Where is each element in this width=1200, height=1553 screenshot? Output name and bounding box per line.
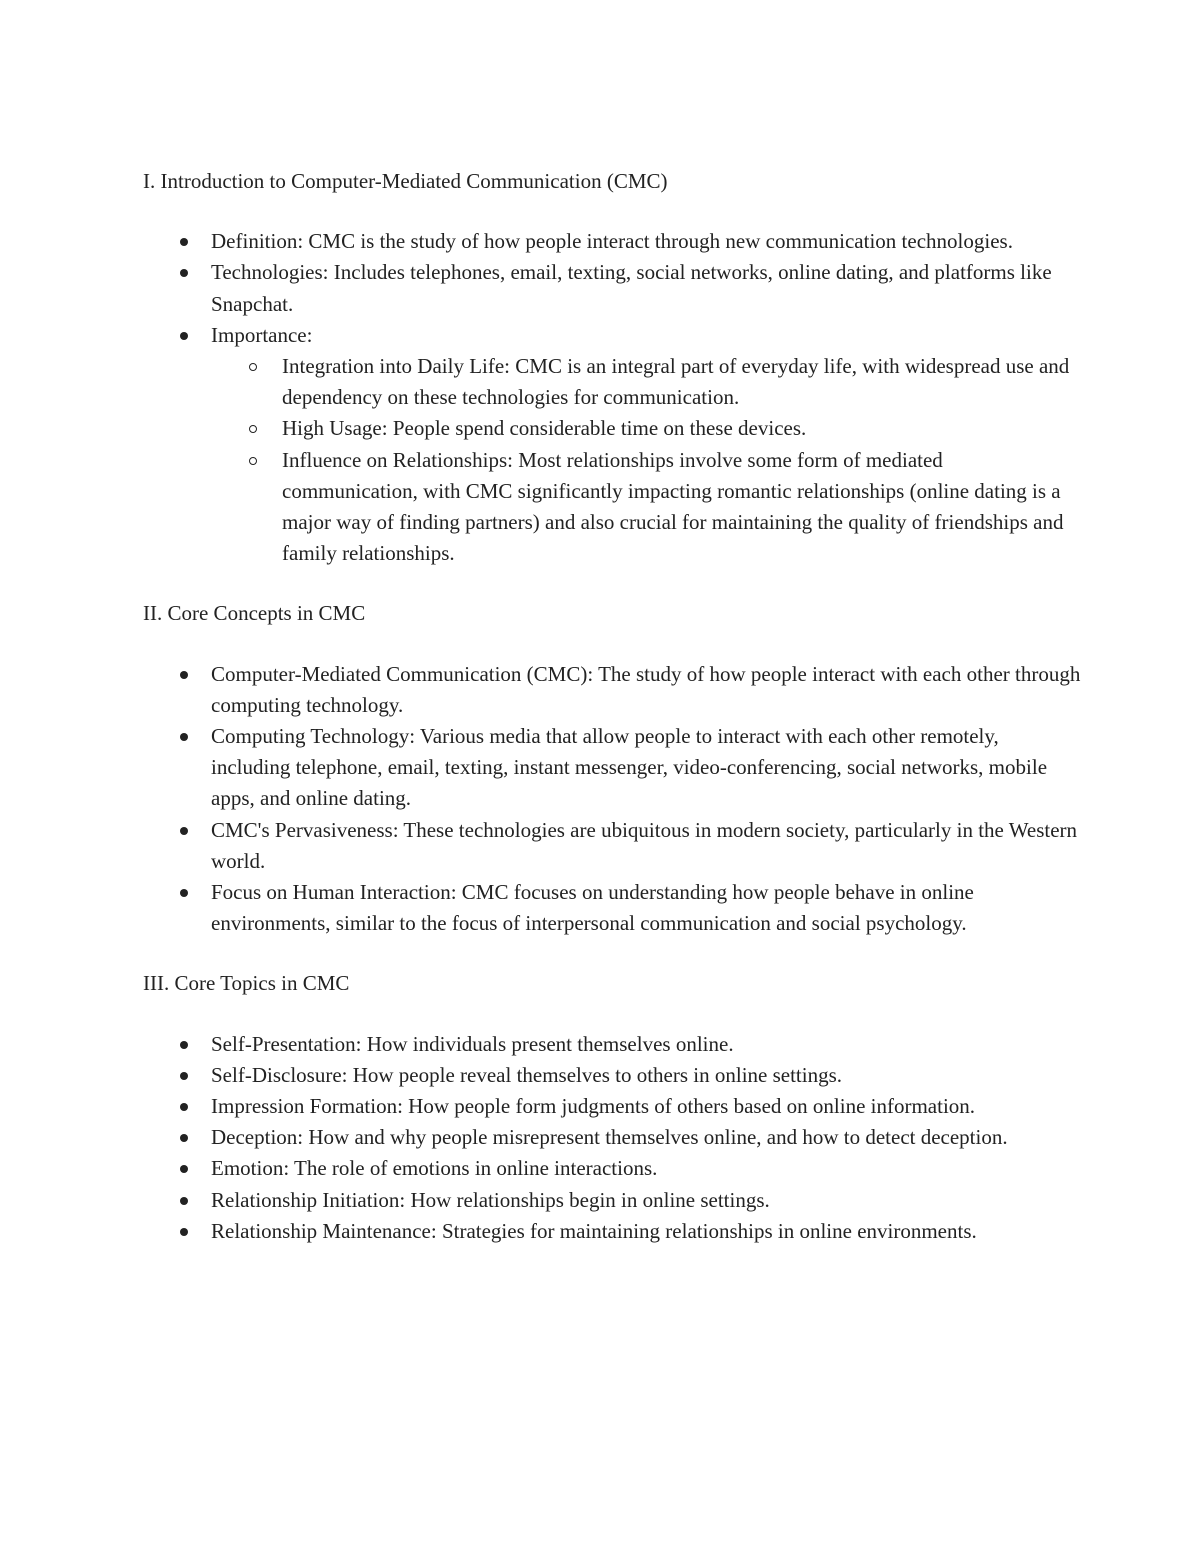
list-item-text: Self-Disclosure: How people reveal themselves to others in online settings.: [211, 1062, 843, 1087]
filled-bullet-icon: [180, 332, 188, 340]
list-item: [143, 1122, 1083, 1153]
sub-list-item-text: Integration into Daily Life: CMC is an integral part of everyday life, with widespread use and dependency on these technologies for communication.: [282, 354, 1070, 410]
list-item: [143, 815, 1083, 877]
list-item-text: Technologies: Includes telephones, email, texting, social networks, online dating, and platforms like Snapchat.: [211, 260, 1052, 316]
list-item-text: Focus on Human Interaction: CMC focuses on understanding how people behave in online environments, similar to the focus of interpersonal communication and social psychology.: [211, 880, 974, 936]
list-item: [143, 1153, 1083, 1184]
filled-bullet-icon: [180, 733, 188, 741]
list-item: [143, 1091, 1083, 1122]
core-concepts-bullet-list: [143, 659, 1083, 940]
core-topics-bullet-list: [143, 1029, 1083, 1247]
list-item-text: Computer-Mediated Communication (CMC): The study of how people interact with each other through computing technology.: [211, 661, 1081, 717]
section-spacer: [143, 569, 1083, 598]
filled-bullet-icon: [180, 238, 188, 246]
section-spacer: [143, 939, 1083, 968]
filled-bullet-icon: [180, 1165, 188, 1173]
section-heading-intro: I. Introduction to Computer-Mediated Communication (CMC): [143, 169, 668, 193]
hollow-bullet-icon: [249, 457, 257, 465]
list-item-text: Relationship Initiation: How relationships begin in online settings.: [211, 1187, 770, 1212]
filled-bullet-icon: [180, 1103, 188, 1111]
filled-bullet-icon: [180, 1134, 188, 1142]
list-item-text: Computing Technology: Various media that allow people to interact with each other remotely, including telephone, email, texting, instant messenger, video-conferencing, social networks, mobile apps, and online dating.: [211, 724, 1048, 811]
list-item: [143, 1060, 1083, 1091]
filled-bullet-icon: [180, 889, 188, 897]
filled-bullet-icon: [180, 1197, 188, 1205]
filled-bullet-icon: [180, 827, 188, 835]
sub-list-item: [211, 445, 1083, 570]
filled-bullet-icon: [180, 1228, 188, 1236]
list-item-text: Relationship Maintenance: Strategies for maintaining relationships in online environments.: [211, 1218, 977, 1243]
filled-bullet-icon: [180, 269, 188, 277]
list-item: [143, 1216, 1083, 1247]
sub-list-item-text: Influence on Relationships: Most relationships involve some form of mediated communication, with CMC significantly impacting romantic relationships (online dating is a major way of finding partners) and also crucial for maintaining the quality of friendships and family relationships.: [282, 447, 1064, 566]
sub-list-item-text: High Usage: People spend considerable time on these devices.: [282, 416, 807, 441]
list-item: [143, 257, 1083, 319]
list-item-text: Deception: How and why people misrepresent themselves online, and how to detect deception.: [211, 1125, 1008, 1150]
list-item-text: Impression Formation: How people form judgments of others based on online information.: [211, 1094, 976, 1119]
filled-bullet-icon: [180, 1072, 188, 1080]
hollow-bullet-icon: [249, 363, 257, 371]
document-page: [143, 166, 1083, 1247]
section-heading-core-concepts: II. Core Concepts in CMC: [143, 601, 366, 626]
list-item: [143, 1029, 1083, 1060]
list-item-text: Self-Presentation: How individuals present themselves online.: [211, 1031, 734, 1056]
list-item-text: CMC's Pervasiveness: These technologies are ubiquitous in modern society, particularly in the Western world.: [211, 817, 1078, 873]
filled-bullet-icon: [180, 671, 188, 679]
sub-list-item: [211, 351, 1083, 413]
list-item: [143, 659, 1083, 721]
list-item: [143, 1185, 1083, 1216]
list-item: [143, 226, 1083, 257]
filled-bullet-icon: [180, 1041, 188, 1049]
list-item: [143, 320, 1083, 570]
list-item-text: Importance:: [211, 322, 313, 347]
list-item-text: Definition: CMC is the study of how people interact through new communication technologies.: [211, 229, 1013, 254]
list-item: [143, 877, 1083, 939]
section-heading-core-topics: III. Core Topics in CMC: [143, 971, 350, 996]
intro-bullet-list: [143, 226, 1083, 569]
sub-list-item: [211, 413, 1083, 444]
importance-sub-list: [211, 351, 1083, 569]
hollow-bullet-icon: [249, 425, 257, 433]
list-item-text: Emotion: The role of emotions in online interactions.: [211, 1156, 658, 1181]
list-item: [143, 721, 1083, 815]
